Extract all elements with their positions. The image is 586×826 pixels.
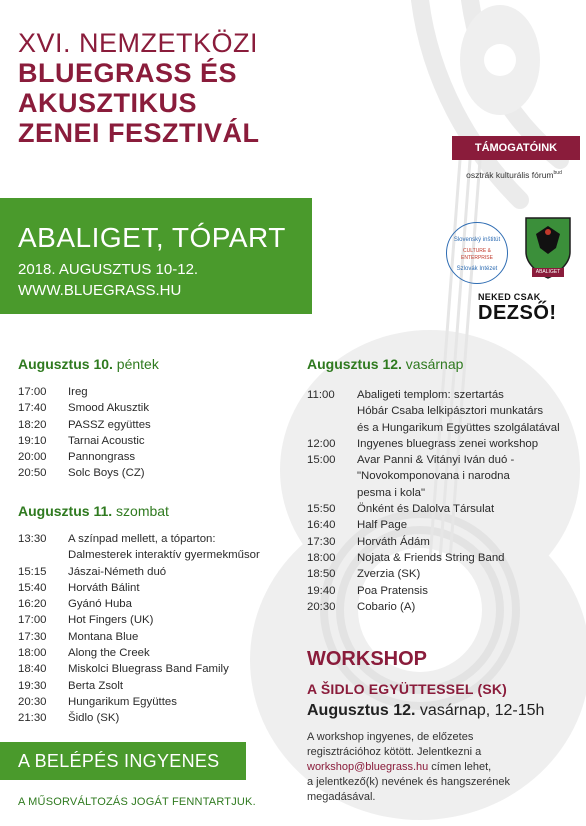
workshop-date-day: Augusztus 12.	[307, 702, 416, 719]
day2-section	[18, 503, 298, 727]
schedule-row: "Novokomponovana i narodna	[357, 470, 510, 483]
venue-website[interactable]: WWW.BLUEGRASS.HU	[18, 282, 182, 299]
schedule-row: 19:30 Berta Zsolt	[18, 679, 124, 692]
title-line-3: AKUSZTIKUS	[18, 88, 197, 118]
day1-list	[18, 384, 298, 482]
day1-weekday: péntek	[116, 356, 159, 372]
day1-section	[18, 356, 298, 482]
day2-weekday: szombat	[116, 503, 169, 519]
title-line-2: BLUEGRASS ÉS	[18, 58, 238, 88]
workshop-text-3-line	[307, 760, 577, 775]
title-line-1: XVI. NEMZETKÖZI	[18, 28, 259, 58]
schedule-row: 20:30 Hungarikum Együttes	[18, 695, 177, 708]
schedule-row: 15:50 Önként és Dalolva Társulat	[307, 503, 495, 516]
schedule-row: 20:00 Pannongrass	[18, 451, 136, 464]
schedule-row: 12:00 Ingyenes bluegrass zenei workshop	[307, 437, 539, 450]
venue-dates: 2018. AUGUSZTUS 10-12.	[18, 261, 199, 278]
day3-weekday: vasárnap	[405, 356, 464, 372]
workshop-subtitle: A ŠIDLO EGYÜTTESSEL (SK)	[307, 681, 508, 697]
slovak-institute-bottom: Szlovák Intézet	[456, 266, 498, 272]
crest-label: ABALIGET	[535, 269, 561, 275]
schedule-row: 18:20 PASSZ együttes	[18, 418, 151, 431]
slovak-inner-text: CULTURE & ENTERPRISE	[461, 248, 493, 261]
workshop-description	[307, 730, 577, 805]
schedule-row: 17:30 Montana Blue	[18, 630, 139, 643]
venue-place: ABALIGET, TÓPART	[18, 222, 286, 253]
day2-date: Augusztus 11.	[18, 503, 113, 519]
schedule-row: 18:40 Miskolci Bluegrass Band Family	[18, 663, 229, 676]
austrian-cultural-forum-logo	[452, 170, 576, 180]
day2-heading	[18, 503, 298, 519]
schedule-row: 18:00 Along the Creek	[18, 647, 150, 660]
workshop-date-when: vasárnap, 12-15h	[419, 702, 545, 719]
schedule-row: 17:40 Smood Akusztik	[18, 402, 150, 415]
workshop-date	[307, 702, 544, 720]
workshop-email-link[interactable]: workshop@bluegrass.hu	[307, 761, 429, 773]
day3-list	[307, 387, 577, 615]
schedule-row: 19:40 Poa Pratensis	[307, 584, 428, 597]
schedule-row: 13:30 A színpad mellett, a tóparton:	[18, 533, 216, 545]
slovak-institute-logo	[446, 222, 508, 284]
schedule-row: Hóbár Csaba lelkipásztori munkatárs	[357, 405, 544, 418]
workshop-text-1: A workshop ingyenes, de előzetes	[307, 731, 474, 743]
sponsors-label: TÁMOGATÓINK	[452, 136, 580, 160]
schedule-row: 20:30 Cobario (A)	[307, 600, 416, 613]
schedule-row: 18:00 Nojata & Friends String Band	[307, 551, 505, 564]
dezso-logo	[478, 292, 578, 344]
schedule-row: 15:00 Avar Panni & Vitányi Iván duó -	[307, 454, 515, 467]
schedule-row: 16:20 Gyánó Huba	[18, 598, 132, 611]
schedule-row: Dalmesterek interaktív gyermekműsor	[68, 549, 260, 562]
workshop-text-4: a jelentkező(k) nevének és hangszerének	[307, 776, 511, 788]
schedule-row: 15:40 Horváth Bálint	[18, 581, 140, 594]
schedule-row: 18:50 Zverzia (SK)	[307, 568, 421, 581]
abaliget-crest-logo	[520, 212, 576, 284]
workshop-text-3: címen lehet,	[428, 761, 492, 773]
schedule-row: 11:00 Abaligeti templom: szertartás	[307, 389, 504, 401]
schedule-row: pesma i kola"	[357, 486, 425, 499]
day1-date: Augusztus 10.	[18, 356, 113, 372]
slovak-institute-text: Slovenský inštitút	[453, 237, 501, 243]
austrian-forum-sup: bud	[553, 170, 562, 177]
dezso-big-text: DEZSŐ!	[478, 302, 557, 324]
free-entrance-band: A BELÉPÉS INGYENES	[0, 742, 246, 780]
workshop-text-5: megadásával.	[307, 791, 376, 803]
day2-list	[18, 531, 298, 727]
schedule-row: 21:30 Šidlo (SK)	[18, 712, 120, 725]
day1-heading	[18, 356, 298, 372]
schedule-row: 19:10 Tarnai Acoustic	[18, 434, 145, 447]
program-change-disclaimer: A MŰSORVÁLTOZÁS JOGÁT FENNTARTJUK.	[18, 796, 256, 808]
schedule-row: 17:00 Ireg	[18, 386, 88, 398]
schedule-row: 20:50 Solc Boys (CZ)	[18, 467, 145, 480]
workshop-text-2: regisztrációhoz kötött. Jelentkezni a	[307, 746, 482, 758]
austrian-forum-text: osztrák kulturális fórum	[466, 170, 554, 180]
venue-band	[0, 198, 312, 314]
title-line-4: ZENEI FESZTIVÁL	[18, 118, 260, 148]
schedule-row: 17:00 Hot Fingers (UK)	[18, 614, 154, 627]
day3-section	[307, 356, 577, 615]
schedule-row: 15:15 Jászai-Németh duó	[18, 565, 167, 578]
day3-heading	[307, 356, 577, 372]
festival-title	[18, 28, 418, 148]
dezso-top-text: NEKED CSAK	[478, 292, 541, 302]
schedule-row: 17:30 Horváth Ádám	[307, 535, 430, 548]
schedule-row: 16:40 Half Page	[307, 519, 408, 532]
day3-date: Augusztus 12.	[307, 356, 402, 372]
workshop-title: WORKSHOP	[307, 648, 427, 670]
schedule-row: és a Hungarikum Együttes szolgálatával	[357, 421, 560, 434]
